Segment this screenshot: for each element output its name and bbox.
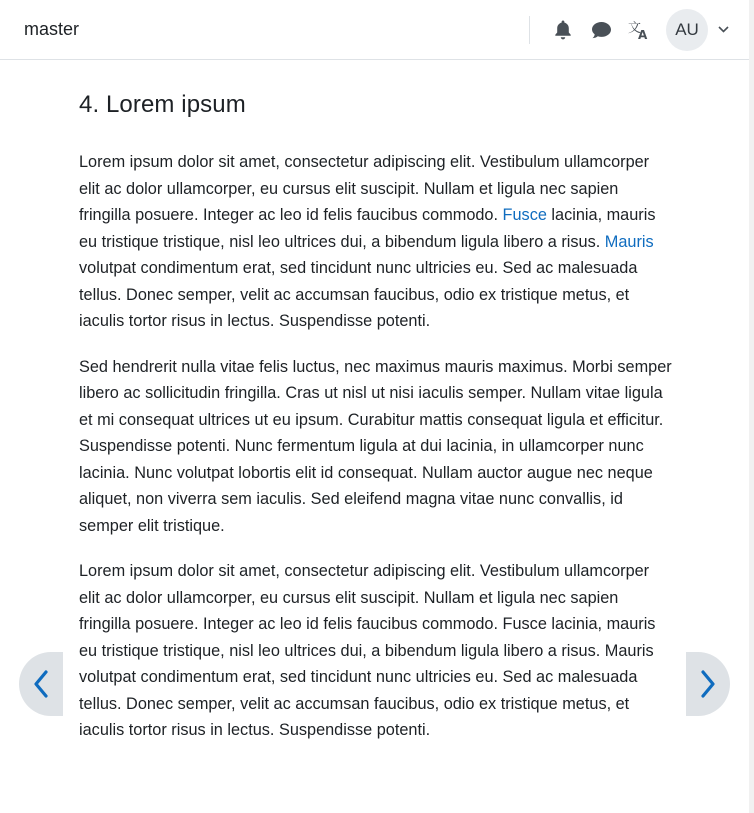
chevron-right-icon — [700, 670, 716, 698]
translate-icon — [628, 20, 650, 40]
paragraph-2: Sed hendrerit nulla vitae felis luctus, nec maximus mauris maximus. Morbi semper libero ac sollicitudin fringilla. Cras ut nisl ut nisi iaculis semper. Nullam vitae ligula et mi consequat ultrices ut eu ipsum. Curabitur mattis consequat ligula et efficitur. Suspendisse potenti. Nunc fermentum ligula at dui lacinia, in ullamcorper nunc lacinia. Nunc volutpat lobortis elit id consequat. Nullam auctor augue nec neque aliquet, non viverra sem iaculis. Sed eleifend magna vitae nunc convallis, id semper elit tristique. — [79, 357, 672, 535]
chat-bubble-icon — [591, 21, 612, 39]
page-content — [79, 91, 674, 763]
notifications-button[interactable] — [544, 11, 582, 49]
language-button[interactable] — [620, 11, 658, 49]
mauris-link[interactable]: Mauris — [604, 232, 654, 251]
main-content-area[interactable] — [0, 60, 749, 813]
paragraph-1-text-b: lacinia, mauris eu tristique tristique, nisl leo ultrices dui, a bibendum ligula libero a risus. — [79, 206, 656, 251]
bell-icon — [554, 20, 572, 40]
top-navbar — [0, 0, 749, 60]
svg-text:文: 文 — [628, 20, 642, 36]
avatar[interactable]: AU — [666, 9, 708, 51]
paragraph-1-text-c: volutpat condimentum erat, sed tincidunt nunc ultricies eu. Sed ac malesuada tellus. Donec semper, velit ac accumsan faucibus, odio ex tristique metus, et iaculis tortor risus in lectus. Suspendisse potenti. — [79, 259, 638, 330]
fusce-link[interactable]: Fusce — [502, 206, 547, 224]
user-menu-toggle[interactable] — [666, 9, 729, 51]
site-name[interactable]: master — [24, 19, 80, 39]
chevron-left-icon — [33, 670, 49, 698]
paragraph-1 — [79, 149, 674, 335]
section-title: 4. Lorem ipsum — [79, 91, 246, 118]
navbar-divider — [529, 16, 530, 44]
paragraph-1-text-a: Lorem ipsum dolor sit amet, consectetur adipiscing elit. Vestibulum ullamcorper elit ac dolor ullamcorper, eu cursus elit suscipit. Nullam et ligula nec sapien fringilla posuere. Integer ac leo id felis faucibus commodo. — [79, 153, 650, 224]
paragraph-3: Lorem ipsum dolor sit amet, consectetur adipiscing elit. Vestibulum ullamcorper elit ac dolor ullamcorper, eu cursus elit suscipit. Nullam et ligula nec sapien fringilla posuere. Integer ac leo id felis faucibus commodo. Fusce lacinia, mauris eu tristique tristique, nisl leo ultrices dui, a bibendum ligula libero a risus. Mauris volutpat condimentum erat, sed tincidunt nunc ultricies eu. Sed ac malesuada tellus. Donec semper, velit ac accumsan faucibus, odio ex tristique metus, et iaculis tortor risus in lectus. Suspendisse potenti. — [79, 562, 656, 739]
svg-text:A: A — [638, 27, 648, 40]
messages-button[interactable] — [582, 11, 620, 49]
page-scrollbar[interactable] — [749, 0, 754, 813]
chevron-down-icon[interactable] — [718, 26, 729, 33]
